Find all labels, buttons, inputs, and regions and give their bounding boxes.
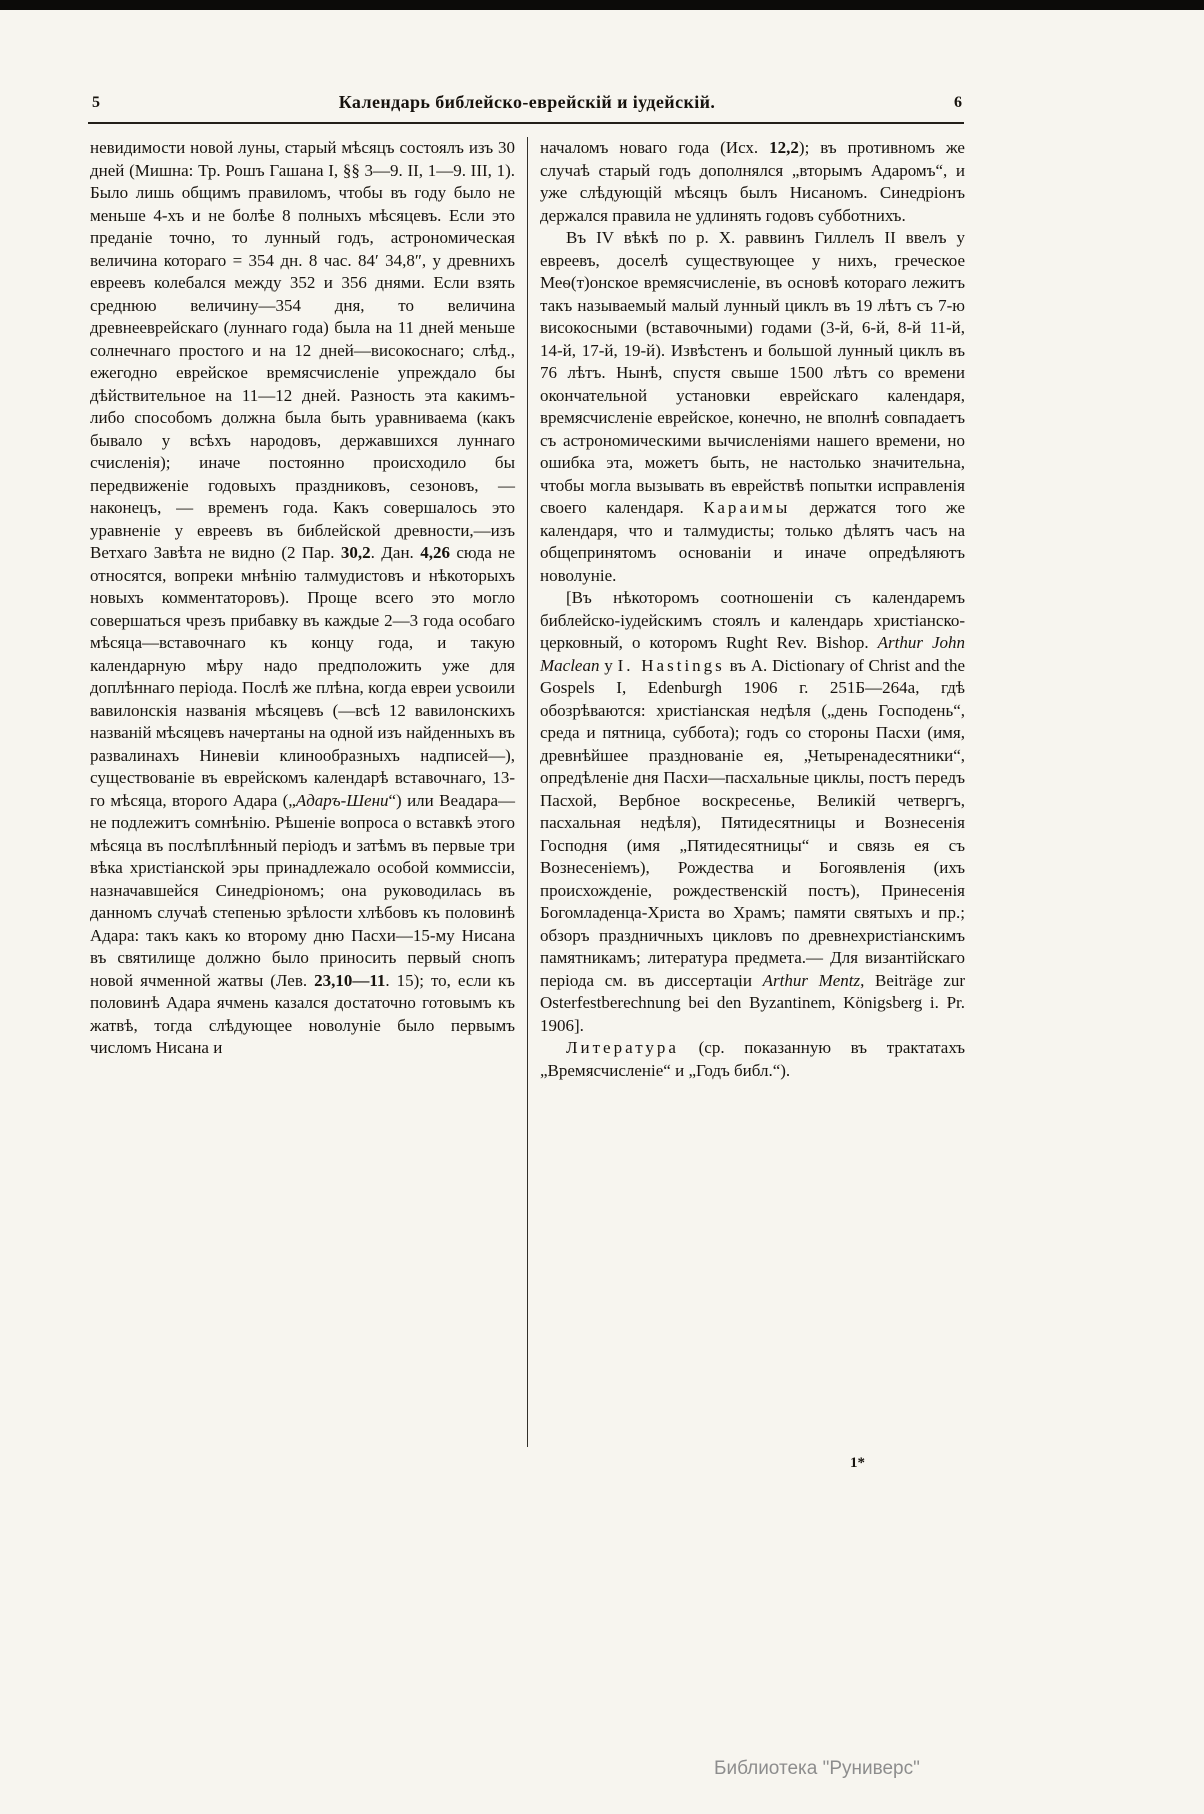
page-number-right: 6 bbox=[954, 94, 962, 111]
text-segment: Въ IV вѣкѣ по р. Х. раввинъ Гиллелъ II ввелъ у евреевъ, доселѣ существующее у нихъ, греческое Меѳ(т)онское времясчисленіе, въ основѣ котораго лежитъ такъ называемый малый лунный циклъ въ 19 лѣтъ съ 7-ю високосными (вставочными) годами (3-й, 6-й, 8-й 11-й, 14-й, 17-й, 19-й). Извѣстенъ и большой лунный циклъ въ 76 лѣтъ. Нынѣ, спустя свыше 1500 лѣтъ со времени окончательной установки еврейскаго календаря, времясчисленіе еврейское, конечно, не вполнѣ совпадаетъ съ астрономическими вычисленіями нашего времени, но ошибка эта, можетъ быть, не настолько значительна, чтобы могла вызывать въ еврействѣ попытки исправленія своего календаря. bbox=[540, 228, 965, 517]
text-segment: (ср. показанную въ трактатахъ „Времясчисленіе“ и „Годъ библ.“). bbox=[540, 1038, 965, 1080]
text-segment: 23,10—11 bbox=[314, 970, 386, 990]
page-title: Календарь библейско-еврейскій и іудейскій. bbox=[338, 92, 716, 112]
header-rule bbox=[88, 122, 964, 124]
paragraph bbox=[540, 137, 965, 227]
text-segment: сюда не относятся, вопреки мнѣнію талмудистовъ и нѣкоторыхъ новыхъ комментаторовъ). Проще всего это могло совершаться чрезъ прибавку въ каждые 2—3 года особаго мѣсяца—вставочнаго къ концу года, и такую календарную мѣру надо предположить уже для доплѣннаго періода. Послѣ же плѣна, когда евреи усвоили вавилонскія названія мѣсяцевъ (—всѣ 12 вавилонскихъ названій мѣсяцевъ начертаны на одной изъ найденныхъ въ развалинахъ Ниневіи клинообразныхъ надписей—), существованіе въ еврейскомъ календарѣ вставочнаго, 13-го мѣсяца, второго Адара („ bbox=[90, 543, 515, 810]
paragraph bbox=[540, 587, 965, 1037]
text-segment: началомъ новаго года (Исх. bbox=[540, 138, 770, 157]
text-segment: держатся того же календаря, что и талмудисты; только дѣлятъ часъ на общепринятомъ основаніи и иначе опредѣляютъ новолуніе. bbox=[540, 498, 965, 585]
text-segment: . 15); то, если къ половинѣ Адара ячмень казался достаточно готовымъ къ жатвѣ, тогда слѣдующее новолуніе было первымъ числомъ Нисана и bbox=[90, 970, 515, 1057]
text-segment: [Въ нѣкоторомъ соотношеніи съ календаремъ библейско-іудейскимъ стоялъ и календарь христіанско-церковный, о которомъ Rught Rev. Bishop. bbox=[540, 588, 965, 652]
page-header bbox=[90, 92, 964, 116]
text-segment: Литература bbox=[566, 1038, 679, 1057]
text-segment: Адаръ-Шени bbox=[295, 790, 389, 810]
text-segment: . Дан. bbox=[370, 543, 421, 562]
text-segment: 12,2 bbox=[769, 138, 799, 157]
text-segment: невидимости новой луны, старый мѣсяцъ состоялъ изъ 30 дней (Мишна: Тр. Рошъ Гашана I, §§ 3—9. II, 1—9. III, 1). Было лишь общимъ правиломъ, чтобы въ году было не меньше 4-хъ и не болѣе 8 полныхъ мѣсяцевъ. Если это преданіе точно, то лунный годъ, астрономическая величина котораго = 354 дн. 8 час. 84′ 34,8″, у древнихъ евреевъ колебался между 352 и 356 днями. Если взять среднюю величину—354 дня, то величина древнееврейскаго (луннаго года) была на 11 дней меньше солнечнаго простого и на 12 дней—високоснаго; слѣд., ежегодно еврейское времясчисленіе упреждало бы дѣйствительное на 11—12 дней. Разность эта какимъ-либо способомъ должна была быть уравниваема (какъ бывало у всѣхъ народовъ, державшихся луннаго счисленія); иначе постоянно происходило бы передвиженіе годовыхъ праздниковъ, сезоновъ, — наконецъ, — временъ года. Какъ совершалось это уравненіе у евреевъ въ библейской древности,—изъ Ветхаго Завѣта не видно (2 Пар. bbox=[90, 138, 515, 562]
page-number-left: 5 bbox=[92, 94, 100, 111]
paragraph bbox=[540, 1037, 965, 1082]
text-segment: , Beiträge zur Osterfestberechnung bei den Byzantinem, Königsberg i. Pr. 1906]. bbox=[540, 970, 965, 1035]
text-segment: “) или Веадара—не подлежитъ сомнѣнію. Рѣшеніе вопроса о вставкѣ этого мѣсяца въ послѣплѣнный періодъ и затѣмъ въ первые три вѣка христіанской эры принадлежало особой коммиссіи, назначавшейся Синедріономъ; она руководилась въ данномъ случаѣ степенью зрѣлости хлѣбовъ къ половинѣ Адара: такъ какъ ко второму дню Пасхи—15-му Нисана въ святилище должно было приносить первый снопъ новой ячменной жатвы (Лев. bbox=[90, 790, 515, 990]
paragraph bbox=[90, 137, 515, 1060]
left-column bbox=[90, 137, 515, 1060]
right-column bbox=[540, 137, 965, 1082]
library-watermark: Библиотека "Руниверс" bbox=[714, 1758, 920, 1779]
text-segment: въ A. Dictionary of Christ and the Gospels I, Edenburgh 1906 г. 251Б—264а, гдѣ обозрѣваются: христіанская недѣля („день Господень“, среда и пятница, суббота); годъ со стороны Пасхи (имя, древнѣйшее празднованіе ея, „Четыренадесятники“, опредѣленіе дня Пасхи—пасхальные циклы, постъ передъ Пасхой, Вербное воскресенье, Великій четвергъ, пасхальная недѣля), Пятидесятницы и Вознесенія Господня (имя „Пятидесятницы“ и связь ея съ Вознесеніемъ), Рождества и Богоявленія (ихъ происхожденіе, рождественскій постъ), Принесенія Богомладенца-Христа во Храмъ; памяти святыхъ и пр.; обзоръ праздничныхъ цикловъ по древнехристіанскимъ памятникамъ; литература предмета.— Для византійскаго періода см. въ диссертаціи bbox=[540, 655, 966, 990]
text-segment: I. Hastings bbox=[617, 655, 725, 675]
text-columns bbox=[90, 137, 966, 1447]
column-divider bbox=[527, 137, 528, 1447]
text-segment: Arthur Mentz bbox=[762, 970, 861, 990]
text-segment: 30,2 bbox=[340, 543, 371, 562]
text-segment: 4,26 bbox=[420, 543, 450, 562]
signature-mark: 1* bbox=[850, 1455, 865, 1471]
paragraph bbox=[540, 227, 965, 587]
text-segment: Arthur John Maclean bbox=[540, 633, 966, 675]
text-segment: Караимы bbox=[703, 498, 791, 517]
scan-edge bbox=[0, 0, 1204, 10]
text-segment: ); въ противномъ же случаѣ старый годъ дополнялся „вторымъ Адаромъ“, и уже слѣдующій мѣсяцъ былъ Нисаномъ. Синедріонъ держался правила не удлинять годовъ субботнихъ. bbox=[540, 138, 965, 225]
text-segment: у bbox=[599, 655, 618, 675]
